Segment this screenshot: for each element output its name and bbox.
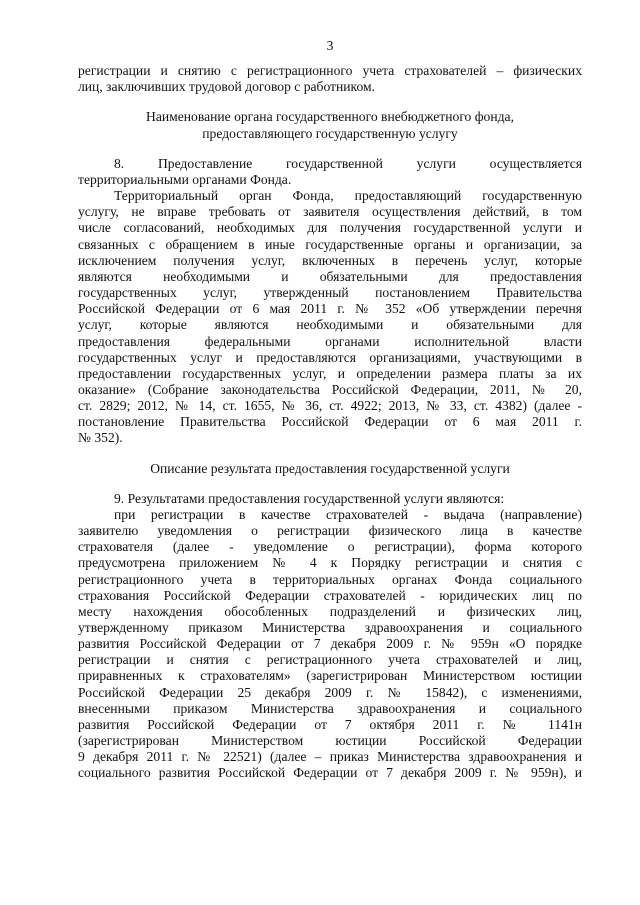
- heading-line: Наименование органа государственного внебюджетного фонда,: [146, 109, 514, 125]
- text-line: регистрации и снятия с регистрационного учета страхователей и лиц,: [78, 652, 582, 668]
- text-line: регистрации и снятию с регистрационного учета страхователей – физических: [78, 63, 582, 79]
- page-number: 3: [326, 38, 334, 53]
- text-line: государственных услуг и предоставляются организациями, участвующими в: [78, 349, 582, 365]
- text-line: предоставлении государственных услуг, и определении размера платы за их: [78, 365, 582, 381]
- paragraph-territorial-body: [78, 188, 582, 447]
- heading-line: предоставляющего государственную услугу: [202, 125, 458, 141]
- text-line: 8. Предоставление государственной услуги осуществляется: [114, 155, 582, 171]
- spacer: [78, 477, 582, 491]
- text-line: № 352).: [78, 430, 123, 446]
- paragraph-9-body: [78, 507, 582, 782]
- text-line: внесенными приказом Министерства здравоохранения и социального: [78, 700, 582, 716]
- text-line: 9. Результатами предоставления государственной услуги являются:: [114, 490, 505, 506]
- text-line: развития Российской Федерации от 7 октября 2011 г. № 1141н: [78, 716, 582, 732]
- text-line: предусмотрена приложением № 4 к Порядку регистрации и снятия с: [78, 555, 582, 571]
- text-line: предоставления федеральными органами исполнительной власти: [78, 333, 582, 349]
- text-line: при регистрации в качестве страхователей - выдача (направление): [114, 506, 582, 522]
- spacer: [78, 447, 582, 461]
- text-line: числе согласований, необходимых для получения государственной услуги и: [78, 220, 582, 236]
- heading-line: Описание результата предоставления государственной услуги: [150, 460, 510, 476]
- text-line: оказание» (Собрание законодательства Российской Федерации, 2011, № 20,: [78, 381, 582, 397]
- text-line: страхователя (далее - уведомление о регистрации), форма которого: [78, 539, 582, 555]
- text-line: Российской Федерации 25 декабря 2009 г. № 15842), с изменениями,: [78, 684, 582, 700]
- text-line: приравненных к страхователям» (зарегистрирован Министерством юстиции: [78, 668, 582, 684]
- text-line: являются необходимыми и обязательными для предоставления: [78, 268, 582, 284]
- section-heading-body-name: [78, 109, 582, 141]
- text-line: связанных с обращением в иные государственные органы и организации, за: [78, 236, 582, 252]
- text-line: страхования Российской Федерации страхователей - юридических лиц по: [78, 587, 582, 603]
- text-line: Российской Федерации от 6 мая 2011 г. № 352 «Об утверждении перечня: [78, 301, 582, 317]
- document-page: [78, 38, 582, 782]
- text-line: месту нахождения обособленных подразделений и физических лиц,: [78, 603, 582, 619]
- text-line: утвержденному приказом Министерства здравоохранения и социального: [78, 620, 582, 635]
- text-line: постановление Правительства Российской Федерации от 6 мая 2011 г.: [78, 414, 582, 430]
- text-line: развития Российской Федерации от 7 декабря 2009 г. № 959н «О порядке: [78, 636, 582, 652]
- text-line: Территориальный орган Фонда, предоставляющий государственную: [114, 188, 582, 204]
- text-line: услугу, не вправе требовать от заявителя осуществления действий, в том: [78, 204, 582, 220]
- text-line: ст. 2829; 2012, № 14, ст. 1655, № 36, ст. 4922; 2013, № 33, ст. 4382) (далее -: [78, 398, 582, 414]
- text-line: заявителю уведомления о регистрации физического лица в качестве: [78, 523, 582, 539]
- spacer: [78, 95, 582, 109]
- text-line: 9 декабря 2011 г. № 22521) (далее – приказ Министерства здравоохранения и: [78, 749, 582, 765]
- intro-paragraph: [78, 63, 582, 95]
- text-line: государственных услуг, утвержденный постановлением Правительства: [78, 285, 582, 301]
- text-line: социального развития Российской Федерации от 7 декабря 2009 г. № 959н), и: [78, 765, 582, 781]
- text-line: лиц, заключивших трудовой договор с работником.: [78, 79, 376, 95]
- spacer: [78, 142, 582, 156]
- paragraph-8: [78, 156, 582, 188]
- section-heading-result-description: [78, 461, 582, 477]
- text-line: регистрационного учета в территориальных органах Фонда социального: [78, 571, 582, 587]
- text-line: исключением получения услуг, включенных в перечень услуг, которые: [78, 252, 582, 268]
- text-line: (зарегистрирован Министерством юстиции Российской Федерации: [78, 733, 582, 749]
- text-line: услуг, которые являются необходимыми и обязательными для: [78, 317, 582, 333]
- text-line: территориальными органами Фонда.: [78, 171, 292, 187]
- paragraph-9: [78, 491, 582, 507]
